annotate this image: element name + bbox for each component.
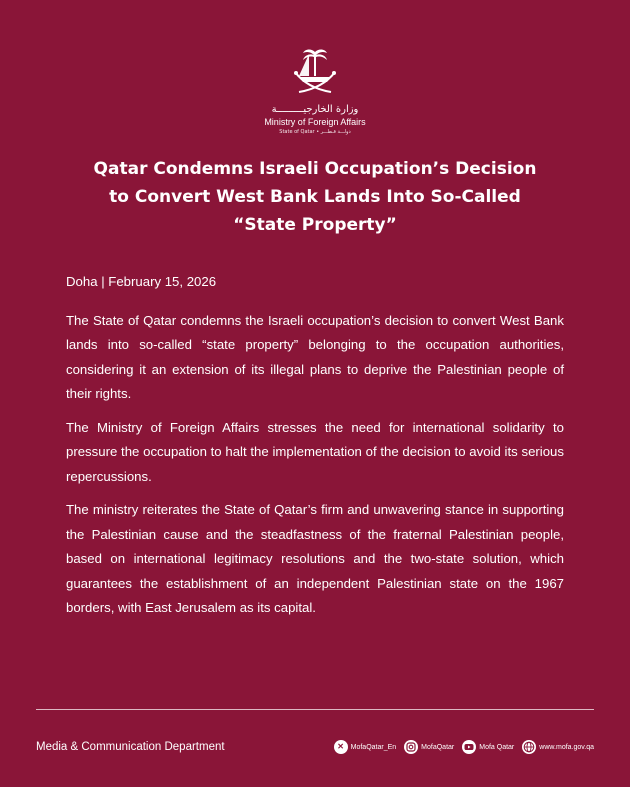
footer-divider xyxy=(36,709,594,710)
social-link-website[interactable] xyxy=(522,740,594,754)
footer xyxy=(36,737,594,757)
body-paragraph: The State of Qatar condemns the Israeli occupation’s decision to convert West Bank lands into so-called “state property” belonging to the occupation authorities, considering it an extension of its illegal plans to deprive the Palestinian people of their rights. xyxy=(66,312,564,401)
globe-icon xyxy=(522,740,536,754)
logo-english-name: Ministry of Foreign Affairs xyxy=(264,117,366,127)
press-release-body xyxy=(66,270,564,630)
ministry-logo xyxy=(0,42,630,135)
instagram-icon xyxy=(404,740,418,754)
headline-line: to Convert West Bank Lands Into So-Called xyxy=(109,187,521,207)
social-handle: Mofa Qatar xyxy=(479,743,515,751)
department-name: Media & Communication Department xyxy=(36,741,225,753)
x-icon: ✕ xyxy=(334,740,348,754)
body-paragraph: The Ministry of Foreign Affairs stresses the need for international solidarity to pressure the occupation to halt the implementation of the decision to avoid its serious repercussions. xyxy=(66,419,564,484)
body-paragraph: The ministry reiterates the State of Qatar’s firm and unwavering stance in supporting the Palestinian cause and the steadfastness of the fraternal Palestinian people, based on international legitimacy resolutions and the two-state solution, which guarantees the establishment of an independent Palestinian state on the 1967 borders, with East Jerusalem as its capital. xyxy=(66,502,564,615)
press-release-headline xyxy=(40,155,590,239)
social-links xyxy=(334,740,594,754)
social-handle: MofaQatar_En xyxy=(350,743,397,751)
headline-line: “State Property” xyxy=(233,215,397,235)
logo-arabic-name: وزارة الخارجيـــــــــة xyxy=(271,104,359,115)
logo-state-line: State of Qatar • دولـــة قـطـــر xyxy=(279,129,351,135)
youtube-icon xyxy=(462,740,476,754)
social-link-youtube[interactable] xyxy=(462,740,514,754)
social-handle: MofaQatar xyxy=(421,743,455,751)
qatar-emblem-icon xyxy=(287,42,343,98)
headline-line: Qatar Condemns Israeli Occupation’s Decision xyxy=(93,159,537,179)
social-link-x[interactable] xyxy=(334,740,397,754)
social-link-instagram[interactable] xyxy=(404,740,454,754)
social-handle: www.mofa.gov.qa xyxy=(539,743,594,751)
dateline: Doha | February 15, 2026 xyxy=(66,274,217,289)
